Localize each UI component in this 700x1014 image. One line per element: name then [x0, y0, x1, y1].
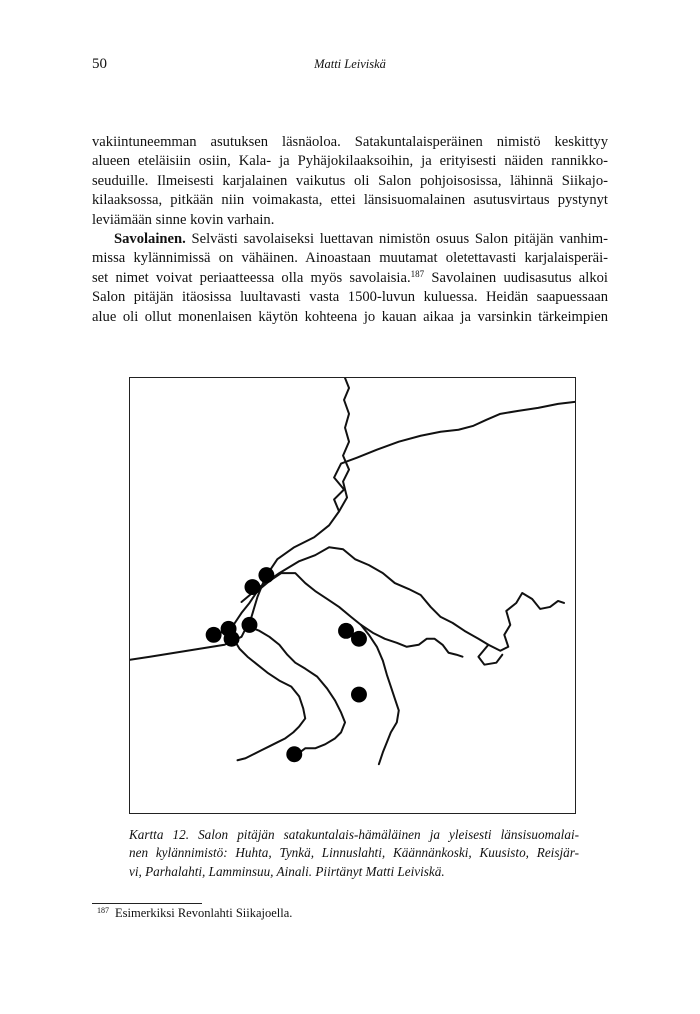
text-span: Savolainen uudisasutus alkoi [424, 269, 608, 286]
river-kalajoki [249, 627, 345, 754]
river-lines [130, 378, 575, 764]
text-line: Salon pitäjän itäosissa luultavasti vasta 1500-luvun kuluessa. Heidän saapuessaan [92, 289, 608, 306]
footnote-text: Esimerkiksi Revonlahti Siikajoella. [115, 906, 293, 920]
caption-line: Kartta 12. Salon pitäjän satakuntalais-hämäläinen ja yleisesti länsisuomalai- [129, 827, 579, 842]
section-heading-savolainen: Savolainen. [114, 231, 186, 248]
text-span: Selvästi savolaiseksi luettavan nimistön osuus Salon pitäjän vanhim- [185, 231, 608, 248]
running-head: Matti Leiviskä [314, 57, 386, 71]
map-points [206, 567, 367, 762]
footnote-divider [92, 903, 202, 904]
footnote-number: 187 [97, 906, 109, 915]
body-text [92, 133, 608, 327]
map-point [351, 631, 367, 647]
map-point [258, 567, 274, 583]
map-figure [129, 377, 576, 814]
map-point [286, 746, 302, 762]
footnote [97, 906, 292, 921]
river-siikajoki [242, 547, 565, 651]
text-line [92, 230, 608, 249]
text-line: kilaaksossa, pitkään niin voimakasta, ettei länsisuomalainen asutusvirtaus pystynyt [92, 192, 608, 209]
footnote-ref[interactable]: 187 [410, 268, 425, 279]
figure-caption [129, 826, 579, 881]
page-number: 50 [92, 56, 107, 72]
text-line: alue oli ollut monenlaisen käytön kohteena jo kauan aikaa ja varsinkin tärkeimpien [92, 308, 608, 325]
river-north-branch [339, 378, 349, 511]
map-point [206, 627, 222, 643]
caption-line: vi, Parhalahti, Lamminsuu, Ainali. Piirtänyt Matti Leiviskä. [129, 863, 445, 879]
text-line: vakiintuneemman asutuksen läsnäoloa. Satakuntalaisperäinen nimistö keskittyy [92, 134, 608, 150]
map-point [351, 687, 367, 703]
text-line: alueen eteläisiin osiin, Kala- ja Pyhäjokilaaksoihin, ja erityisesti näiden rannikko- [92, 153, 608, 170]
paragraph-1 [92, 133, 608, 230]
text-line: missa kylännimissä on vähäinen. Ainoastaan muutamat oletettavasti karjalaisperäi- [92, 250, 608, 267]
text-line: leviämään sinne kovin varhain. [92, 211, 275, 228]
map-point [244, 579, 260, 595]
river-pyhajoki [234, 639, 306, 760]
map-point [224, 631, 240, 647]
map-point [242, 617, 258, 633]
text-span: set nimet voivat periaatteessa olla myös savolaisia. [92, 269, 411, 286]
river-lake-branch [478, 645, 502, 665]
text-line: seuduille. Ilmeisesti karjalainen vaikutus oli Salon pohjoisosissa, lähinnä Siikajo- [92, 172, 608, 189]
map-svg [130, 378, 575, 813]
paragraph-2 [92, 230, 608, 327]
text-line [92, 269, 608, 288]
page-header [92, 56, 608, 76]
caption-line: nen kylännimistö: Huhta, Tynkä, Linnuslahti, Käännänkoski, Kuusisto, Reisjär- [129, 845, 579, 861]
